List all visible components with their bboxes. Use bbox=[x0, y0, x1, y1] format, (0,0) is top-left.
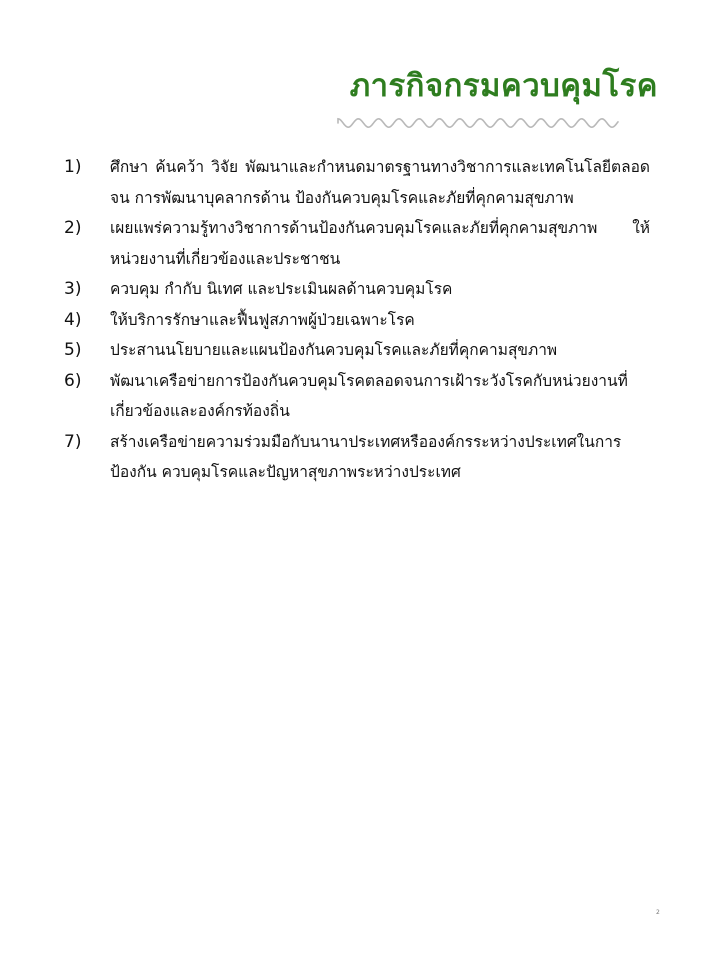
title-wave-divider bbox=[336, 114, 620, 132]
mission-item-4 bbox=[64, 305, 650, 336]
mission-item-1 bbox=[64, 152, 650, 213]
mission-text: ให้บริการรักษาและฟื้นฟูสภาพผู้ป่วยเฉพาะโรค bbox=[110, 310, 415, 329]
page-title: ภารกิจกรมควบคุมโรค bbox=[349, 68, 658, 104]
mission-number: 1) bbox=[64, 157, 82, 177]
mission-number: 4) bbox=[64, 309, 82, 330]
mission-number: 2) bbox=[64, 218, 82, 238]
mission-text: ประสานนโยบายและแผนป้องกันควบคุมโรคและภัยที่คุกคามสุขภาพ bbox=[110, 341, 558, 359]
mission-text: ควบคุม กำกับ นิเทศ และประเมินผลด้านควบคุมโรค bbox=[110, 280, 453, 298]
mission-text: ศึกษา ค้นคว้า วิจัย พัฒนาและกำหนดมาตรฐานทางวิชาการและเทคโนโลยีตลอดจน การพัฒนาบุคลากรด้าน ป้องกันควบคุมโรคและภัยที่คุกคามสุขภาพ bbox=[110, 158, 650, 207]
mission-number: 7) bbox=[64, 431, 82, 452]
page-number: 2 bbox=[656, 909, 660, 916]
mission-text: สร้างเครือข่ายความร่วมมือกับนานาประเทศหรือองค์กรระหว่างประเทศในการป้องกัน ควบคุมโรคและปัญหาสุขภาพระหว่างประเทศ bbox=[110, 432, 622, 481]
mission-item-3 bbox=[64, 274, 650, 305]
mission-number: 6) bbox=[64, 370, 82, 391]
mission-list bbox=[64, 152, 650, 488]
mission-text: พัฒนาเครือข่ายการป้องกันควบคุมโรคตลอดจนการเฝ้าระวังโรคกับหน่วยงานที่เกี่ยวข้องและองค์กรท้องถิ่น bbox=[110, 371, 628, 420]
mission-item-6 bbox=[64, 366, 650, 427]
mission-item-2 bbox=[64, 213, 650, 274]
mission-number: 5) bbox=[64, 340, 82, 360]
mission-item-7 bbox=[64, 427, 650, 488]
mission-item-5 bbox=[64, 335, 650, 366]
mission-number: 3) bbox=[64, 279, 82, 299]
mission-text: เผยแพร่ความรู้ทางวิชาการด้านป้องกันควบคุมโรคและภัยที่คุกคามสุขภาพ ให้ หน่วยงานที่เกี่ยวข้องและประชาชน bbox=[110, 219, 650, 268]
